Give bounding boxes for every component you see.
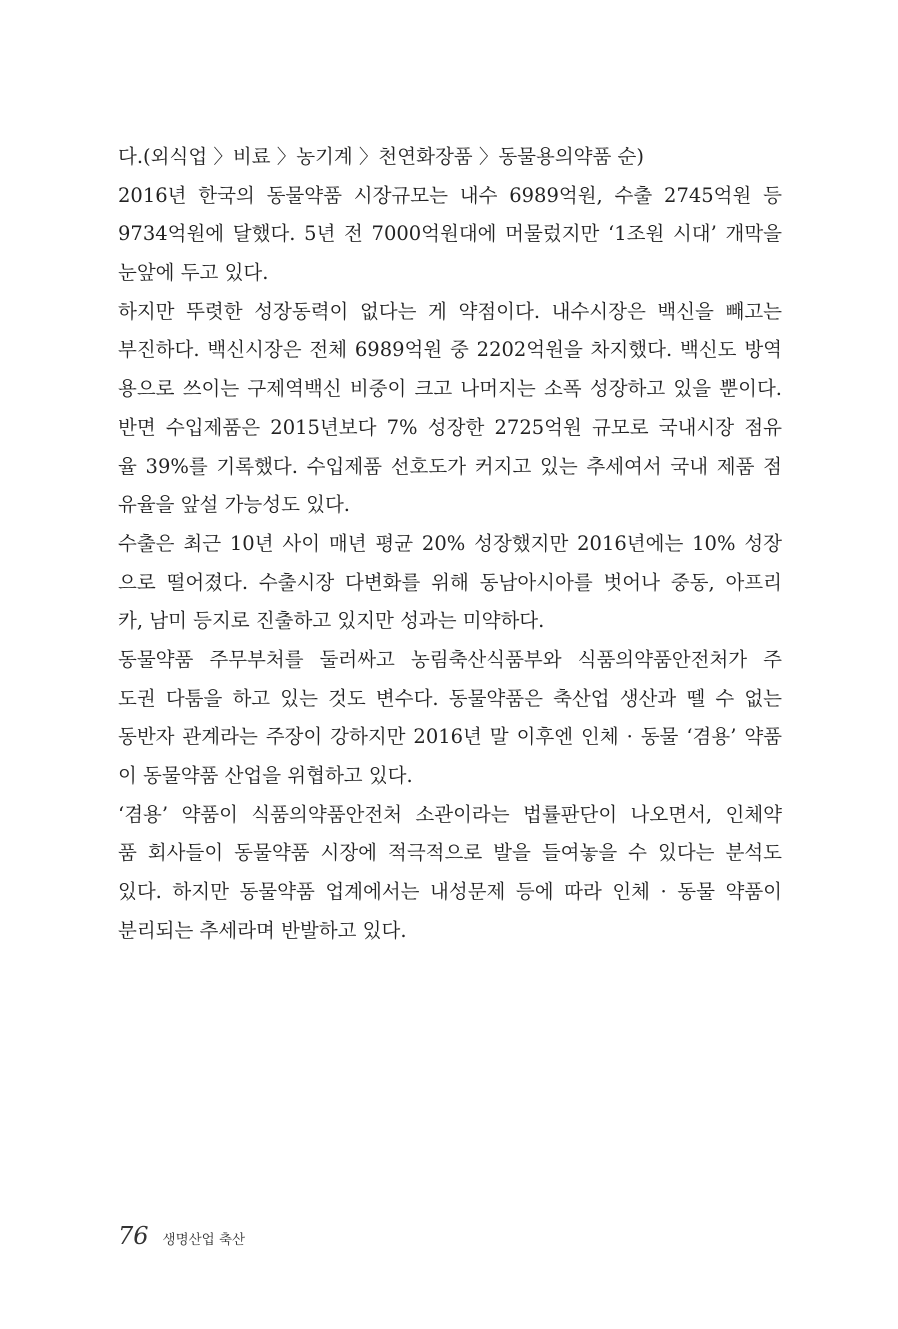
- page-number: 76: [118, 1222, 149, 1250]
- text-line-7: 용으로 쓰이는 구제역백신 비중이 크고 나머지는 소폭 성장하고 있을 뿐이다.: [118, 377, 782, 401]
- text-line-4: 눈앞에 두고 있다.: [118, 261, 269, 285]
- page-footer: [118, 1222, 245, 1250]
- text-line-8: 반면 수입제품은 2015년보다 7% 성장한 2725억원 규모로 국내시장 점유: [118, 415, 782, 439]
- text-line-18: ‘겸용’ 약품이 식품의약품안전처 소관이라는 법률판단이 나오면서, 인체약: [118, 802, 782, 826]
- text-line-12: 으로 떨어졌다. 수출시장 다변화를 위해 동남아시아를 벗어나 중동, 아프리: [118, 570, 782, 594]
- text-line-16: 동반자 관계라는 주장이 강하지만 2016년 말 이후엔 인체 · 동물 ‘겸용’ 약품: [118, 725, 782, 749]
- text-line-5: 하지만 뚜렷한 성장동력이 없다는 게 약점이다. 내수시장은 백신을 빼고는: [118, 299, 782, 323]
- running-footer-title: 생명산업 축산: [162, 1232, 246, 1248]
- text-line-1: 다.(외식업 〉비료 〉농기계 〉천연화장품 〉동물용의약품 순): [118, 145, 644, 168]
- text-line-2: 2016년 한국의 동물약품 시장규모는 내수 6989억원, 수출 2745억원 등: [118, 183, 782, 207]
- text-line-15: 도권 다툼을 하고 있는 것도 변수다. 동물약품은 축산업 생산과 뗄 수 없는: [118, 686, 782, 710]
- text-line-20: 있다. 하지만 동물약품 업계에서는 내성문제 등에 따라 인체 · 동물 약품이: [118, 880, 782, 904]
- body-text: [118, 138, 782, 950]
- text-line-17: 이 동물약품 산업을 위협하고 있다.: [118, 764, 413, 787]
- text-line-14: 동물약품 주무부처를 둘러싸고 농림축산식품부와 식품의약품안전처가 주: [118, 647, 782, 671]
- text-line-6: 부진하다. 백신시장은 전체 6989억원 중 2202억원을 차지했다. 백신도 방역: [118, 338, 782, 362]
- text-line-19: 품 회사들이 동물약품 시장에 적극적으로 발을 들여놓을 수 있다는 분석도: [118, 841, 782, 865]
- text-line-13: 카, 남미 등지로 진출하고 있지만 성과는 미약하다.: [118, 609, 545, 633]
- text-line-3: 9734억원에 달했다. 5년 전 7000억원대에 머물렀지만 ‘1조원 시대’ 개막을: [118, 222, 782, 246]
- text-line-11: 수출은 최근 10년 사이 매년 평균 20% 성장했지만 2016년에는 10% 성장: [118, 531, 782, 555]
- text-line-10: 유율을 앞설 가능성도 있다.: [118, 493, 351, 517]
- text-line-9: 율 39%를 기록했다. 수입제품 선호도가 커지고 있는 추세여서 국내 제품 점: [118, 454, 782, 478]
- text-line-21: 분리되는 추세라며 반발하고 있다.: [118, 918, 407, 942]
